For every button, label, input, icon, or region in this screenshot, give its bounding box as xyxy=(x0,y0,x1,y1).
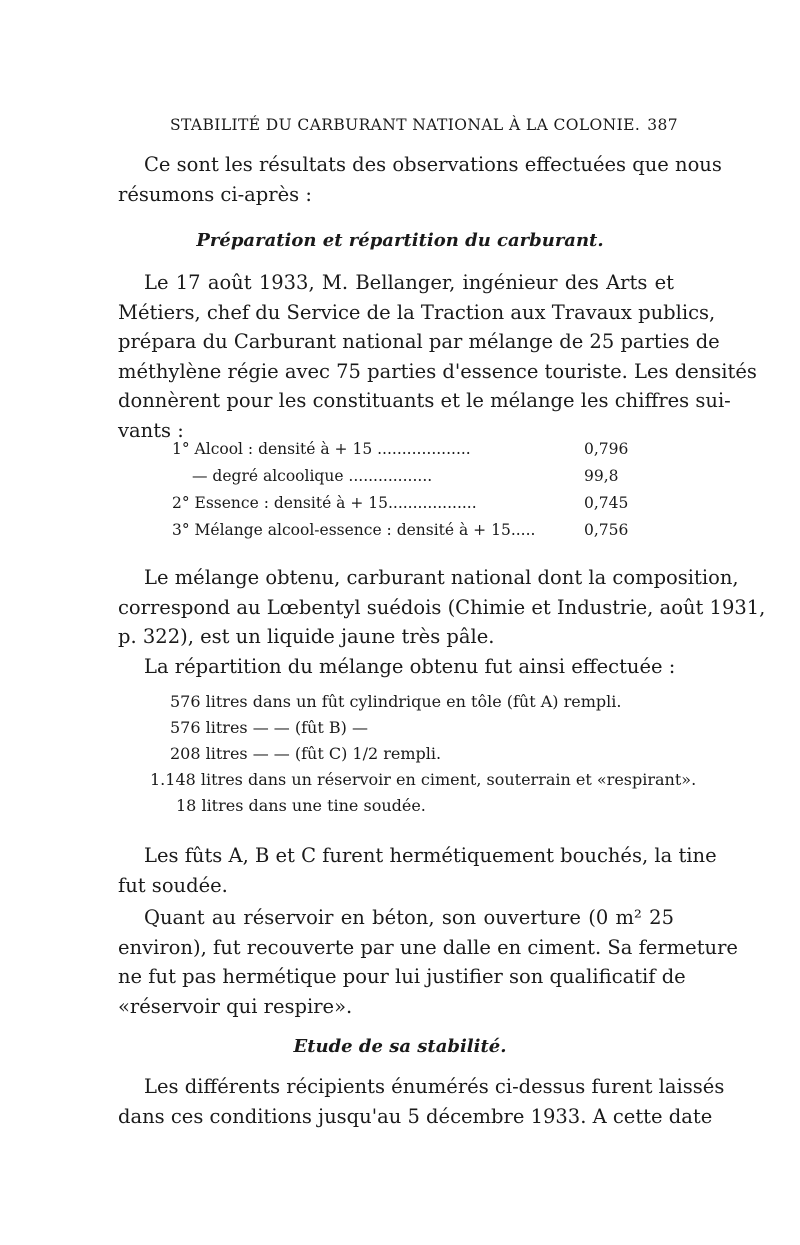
paragraph-intro xyxy=(118,150,722,209)
text-line: Le 17 août 1933, M. Bellanger, ingénieur des Arts et xyxy=(144,271,674,294)
density-value: 0,745 xyxy=(584,494,629,512)
text-line: dans ces conditions jusqu'au 5 décembre 1933. A cette date xyxy=(118,1104,713,1128)
text-line: La répartition du mélange obtenu fut ainsi effectuée : xyxy=(144,655,676,678)
text-line: «réservoir qui respire». xyxy=(118,994,353,1018)
text-line: environ), fut recouverte par une dalle en ciment. Sa fermeture xyxy=(118,935,738,959)
text-line: Le mélange obtenu, carburant national dont la composition, xyxy=(144,566,739,589)
text-line: fut soudée. xyxy=(118,873,228,897)
list-item: 208 litres — — (fût C) 1/2 rempli. xyxy=(170,744,442,763)
text-line: ne fut pas hermétique pour lui justifier son qualificatif de xyxy=(118,965,686,988)
paragraph-preparation xyxy=(118,268,757,445)
list-item: 576 litres — — (fût B) — xyxy=(170,718,368,737)
running-header xyxy=(170,116,678,134)
page-number: 387 xyxy=(647,116,678,134)
paragraph-stabilite xyxy=(118,1072,725,1131)
density-value: 99,8 xyxy=(584,467,619,485)
section-heading-stabilite: Etude de sa stabilité. xyxy=(293,1036,507,1057)
text-line: Métiers, chef du Service de la Traction aux Travaux publics, xyxy=(118,300,716,324)
section-heading-preparation: Préparation et répartition du carburant. xyxy=(196,230,604,251)
density-label: 3° Mélange alcool-essence : densité à + 15..... xyxy=(172,521,536,539)
text-line: p. 322), est un liquide jaune très pâle. xyxy=(118,625,495,648)
text-line: méthylène régie avec 75 parties d'essence touriste. Les densités xyxy=(118,359,757,383)
list-item: 18 litres dans une tine soudée. xyxy=(176,796,426,815)
text-line: Ce sont les résultats des observations effectuées que nous xyxy=(144,153,722,176)
density-value: 0,756 xyxy=(584,521,629,539)
text-line: Quant au réservoir en béton, son ouverture (0 m² 25 xyxy=(144,906,674,929)
list-item: 1.148 litres dans un réservoir en ciment, souterrain et «respirant». xyxy=(150,770,697,789)
text-line: Les différents récipients énumérés ci-dessus furent laissés xyxy=(144,1075,725,1098)
text-line: résumons ci-après : xyxy=(118,182,312,206)
paragraph-repartition xyxy=(118,652,674,682)
text-line: prépara du Carburant national par mélange de 25 parties de xyxy=(118,330,720,353)
text-line: correspond au Lœbentyl suédois (Chimie et Industrie, août 1931, xyxy=(118,595,766,619)
header-title: STABILITÉ DU CARBURANT NATIONAL À LA COLONIE. xyxy=(170,116,641,134)
density-label: — degré alcoolique ................. xyxy=(192,467,433,485)
density-value: 0,796 xyxy=(584,440,629,458)
text-line: Les fûts A, B et C furent hermétiquement bouchés, la tine xyxy=(144,844,717,867)
text-line: donnèrent pour les constituants et le mélange les chiffres sui- xyxy=(118,389,731,412)
paragraph-reservoir xyxy=(118,903,738,1021)
text-line: vants : xyxy=(118,418,184,442)
paragraph-melange xyxy=(118,563,766,652)
density-label: 2° Essence : densité à + 15.................. xyxy=(172,494,477,512)
paragraph-futs xyxy=(118,841,717,900)
density-label: 1° Alcool : densité à + 15 ................... xyxy=(172,440,471,458)
list-item: 576 litres dans un fût cylindrique en tôle (fût A) rempli. xyxy=(170,692,622,711)
